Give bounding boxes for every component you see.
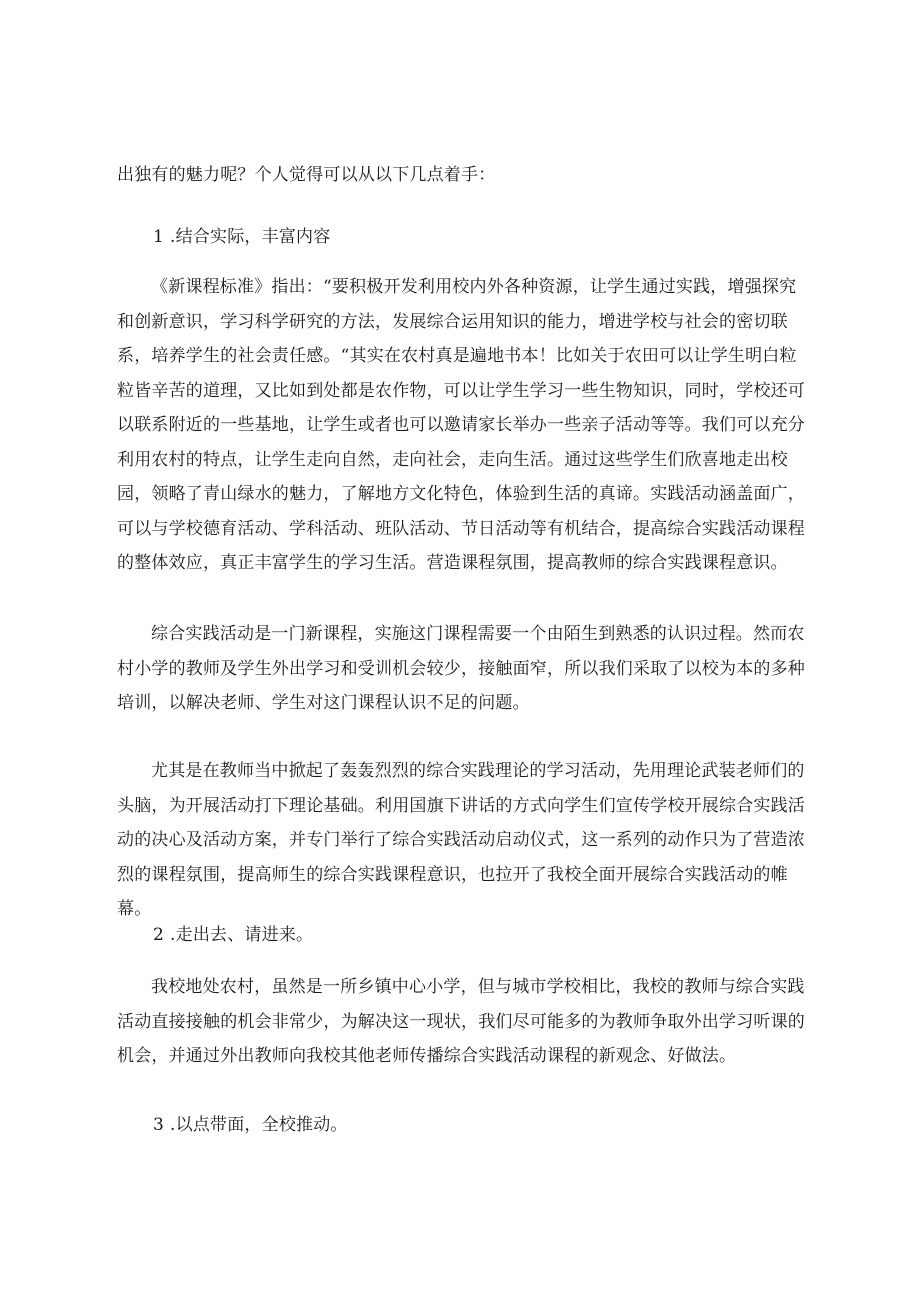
section-number: 3 [153,1115,165,1135]
paragraph-1: 《新课程标准》指出：“要积极开发利用校内外各种资源，让学生通过实践，增强探究和创新意识，学习科学研究的方法，发展综合运用知识的能力，增进学校与社会的密切联系，培养学生的社会责任感。“其实在农村真是遍地书本！比如关于农田可以让学生明白粒粒皆辛苦的道理，又比如到处都是农作物，可以让学生学习一些生物知识，同时，学校还可以联系附近的一些基地，让学生或者也可以邀请家长举办一些亲子活动等等。我们可以充分利用农村的特点，让学生走向自然，走向社会，走向生活。通过这些学生们欣喜地走出校园，领略了青山绿水的魅力，了解地方文化特色，体验到生活的真谛。实践活动涵盖面广，可以与学校德育活动、学科活动、班队活动、节日活动等有机结合，提高综合实践活动课程的整体效应，真正丰富学生的学习生活。营造课程氛围，提高教师的综合实践课程意识。 [117,277,805,573]
section-number: 2 [153,925,165,945]
section-number: 1 [153,227,165,247]
section-heading-1 [153,220,813,255]
paragraph-4: 我校地处农村，虽然是一所乡镇中心小学，但与城市学校相比，我校的教师与综合实践活动直接接触的机会非常少，为解决这一现状，我们尽可能多的为教师争取外出学习听课的机会，并通过外出教师向我校其他老师传播综合实践活动课程的新观念、好做法。 [117,977,805,1066]
paragraph-3: 尤其是在教师当中掀起了轰轰烈烈的综合实践理论的学习活动，先用理论武装老师们的头脑，为开展活动打下理论基础。利用国旗下讲话的方式向学生们宣传学校开展综合实践活动的决心及活动方案，并专门举行了综合实践活动启动仪式，这一系列的动作只为了营造浓烈的课程氛围，提高师生的综合实践课程意识，也拉开了我校全面开展综合实践活动的帷幕。 [117,761,805,919]
section-title: .以点带面，全校推动。 [170,1115,348,1135]
intro-line: 出独有的魅力呢？个人觉得可以从以下几点着手： [117,165,496,185]
paragraph-2: 综合实践活动是一门新课程，实施这门课程需要一个由陌生到熟悉的认识过程。然而农村小学的教师及学生外出学习和受训机会较少，接触面窄，所以我们采取了以校为本的多种培训，以解决老师、学生对这门课程认识不足的问题。 [117,624,805,713]
section-title: .结合实际，丰富内容 [170,227,331,247]
section-heading-3 [153,1108,813,1143]
section-title: .走出去、请进来。 [170,925,314,945]
section-heading-2 [153,918,813,953]
